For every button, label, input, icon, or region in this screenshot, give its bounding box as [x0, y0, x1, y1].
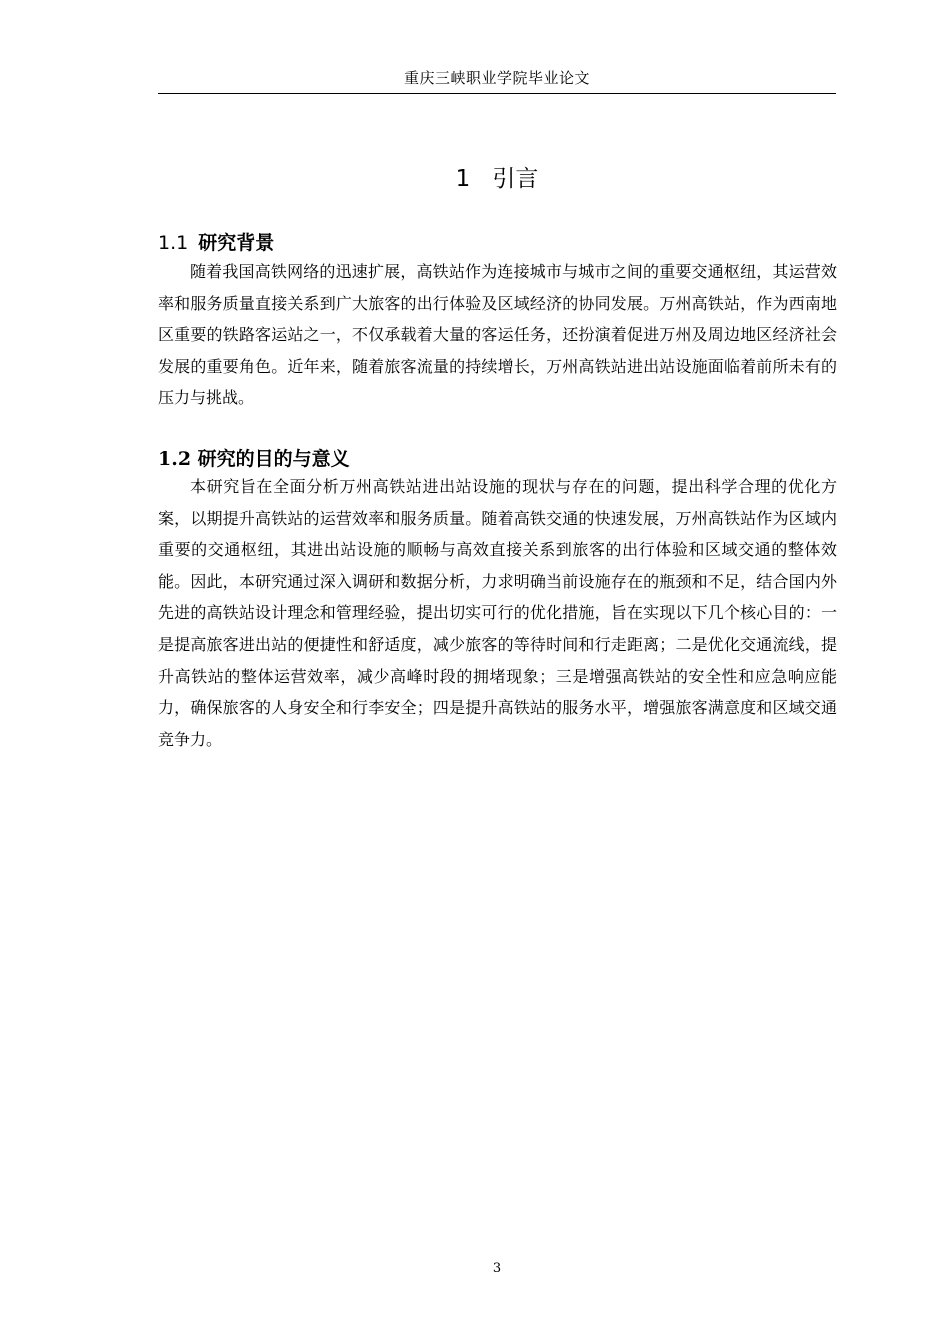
- section-title: 研究背景: [198, 232, 275, 254]
- running-header: 重庆三峡职业学院毕业论文: [403, 69, 590, 87]
- chapter-title-text: 引言: [492, 166, 539, 192]
- paragraph-background: 随着我国高铁网络的迅速扩展，高铁站作为连接城市与城市之间的重要交通枢纽，其运营效率和服务质量直接关系到广大旅客的出行体验及区域经济的协同发展。万州高铁站，作为西南地区重要的铁路客运站之一，不仅承载着大量的客运任务，还扮演着促进万州及周边地区经济社会发展的重要角色。近年来，随着旅客流量的持续增长，万州高铁站进出站设施面临着前所未有的压力与挑战。: [158, 262, 837, 408]
- section-heading-purpose: 1.2 研究的目的与意义: [158, 448, 350, 470]
- page-number: 3: [492, 1261, 502, 1276]
- section-heading-background: [158, 230, 274, 256]
- chapter-number: 1: [455, 166, 471, 192]
- chapter-title: [158, 163, 836, 195]
- paragraph-purpose: 本研究旨在全面分析万州高铁站进出站设施的现状与存在的问题，提出科学合理的优化方案，以期提升高铁站的运营效率和服务质量。随着高铁交通的快速发展，万州高铁站作为区域内重要的交通枢纽，其进出站设施的顺畅与高效直接关系到旅客的出行体验和区域交通的整体效能。因此，本研究通过深入调研和数据分析，力求明确当前设施存在的瓶颈和不足，结合国内外先进的高铁站设计理念和管理经验，提出切实可行的优化措施，旨在实现以下几个核心目的：一是提高旅客进出站的便捷性和舒适度，减少旅客的等待时间和行走距离；二是优化交通流线，提升高铁站的整体运营效率，减少高峰时段的拥堵现象；三是增强高铁站的安全性和应急响应能力，确保旅客的人身安全和行李安全；四是提升高铁站的服务水平，增强旅客满意度和区域交通竞争力。: [158, 477, 837, 749]
- section-number: 1.1: [158, 232, 189, 254]
- header-rule: [158, 93, 836, 94]
